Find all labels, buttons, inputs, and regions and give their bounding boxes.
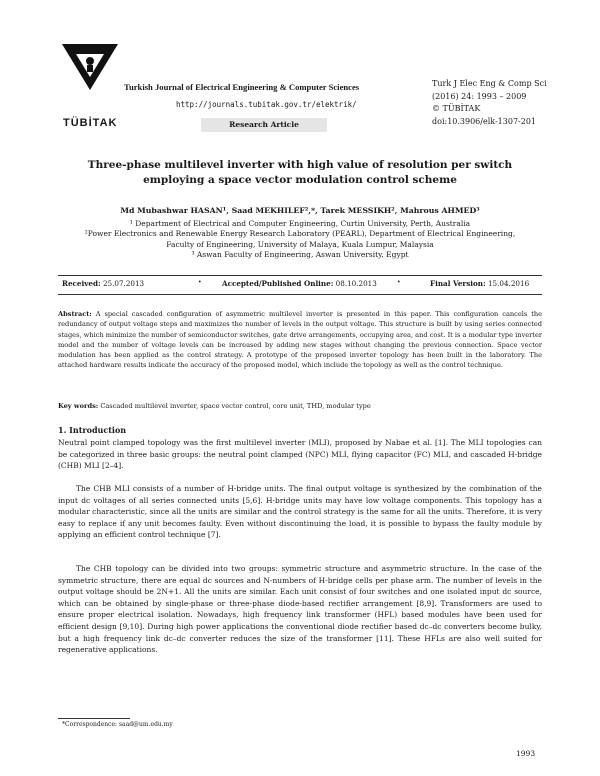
copyright: © TÜBİTAK bbox=[432, 104, 481, 113]
affiliation-1: ¹ Department of Electrical and Computer Engineering, Curtin University, Perth, Australia bbox=[129, 219, 471, 228]
keywords bbox=[58, 402, 542, 410]
section-heading: 1. Introduction bbox=[58, 425, 127, 435]
received-label: Received: bbox=[62, 279, 101, 288]
page-number: 1993 bbox=[516, 749, 536, 758]
intro-paragraph-2: The CHB MLI consists of a number of H-bridge units. The final output voltage is synthesized by the combination of the input dc voltages of all series connected units [5,6]. H-bridge units may have low voltage components. This topology has a modular characteristic, since all the units are similar and the control strategy is the same for all the units. Therefore, it is very easy to replace if any unit becomes faulty. Even without discontinuing the load, it is possible to bypass the faulty module by applying an efficient control technique [7]. bbox=[58, 484, 542, 540]
date-separator-2: • bbox=[397, 279, 401, 286]
journal-url[interactable]: http://journals.tubitak.gov.tr/elektrik/ bbox=[176, 100, 357, 109]
received-date: 25.07.2013 bbox=[102, 279, 145, 288]
author-list: Md Mubashwar HASAN¹, Saad MEKHILEF²,*, Tarek MESSIKH², Mahrous AHMED³ bbox=[120, 206, 480, 215]
paper-title bbox=[40, 158, 560, 188]
citation-line2: (2016) 24: 1993 – 2009 bbox=[432, 91, 527, 101]
keywords-text: Cascaded multilevel inverter, space vector control, core unit, THD, modular type bbox=[100, 402, 371, 410]
affiliation-3: ³ Aswan Faculty of Engineering, Aswan University, Egypt bbox=[191, 249, 409, 259]
title-line1: Three-phase multilevel inverter with high value of resolution per switch bbox=[87, 159, 513, 171]
divider-top bbox=[58, 275, 542, 276]
accepted-label: Accepted/Published Online: bbox=[222, 279, 334, 288]
correspondence-footnote: *Correspondence: saad@um.edu.my bbox=[62, 721, 173, 728]
keywords-label: Key words: bbox=[58, 402, 99, 410]
date-separator-1: • bbox=[198, 279, 202, 286]
affiliation-2b: Faculty of Engineering, University of Malaya, Kuala Lumpur, Malaysia bbox=[166, 239, 434, 249]
logo-text: TÜBİTAK bbox=[63, 117, 118, 129]
abstract-label: Abstract: bbox=[58, 310, 92, 318]
abstract bbox=[58, 309, 542, 371]
final-date: 15.04.2016 bbox=[487, 279, 530, 288]
tubitak-logo bbox=[60, 44, 120, 128]
affiliations bbox=[40, 219, 560, 260]
abstract-text: A special cascaded configuration of asymmetric multilevel inverter is presented in this paper. This configuration cancels the redundancy of output voltage steps and maximizes the number of levels in the output voltage. This structure is built by using series connected stages, which minimize the number of semiconductor switches, gate drive arrangements, occupying area, and cost. It is a modular type inverter model and the number of voltage levels can be increased by adding new stages without changing the previous connection. Space vector modulation has been applied as the control strategy. A prototype of the proposed inverter topology has been built in the laboratory. The attached hardware results indicate the accuracy of the proposed model, which include the topology as well as the control technique. bbox=[58, 310, 542, 370]
final-label: Final Version: bbox=[430, 279, 486, 288]
journal-name: Turkish Journal of Electrical Engineering & Computer Sciences bbox=[124, 82, 360, 92]
title-line2: employing a space vector modulation control scheme bbox=[143, 174, 457, 186]
intro-paragraph-3: The CHB topology can be divided into two groups: symmetric structure and asymmetric structure. In the case of the symmetric structure, there are equal dc sources and N-numbers of H-bridge cells per phase arm. The number of levels in the output voltage should be 2N+1. All the units are similar. Each unit consist of four switches and one isolated input dc source, which can be obtained by single-phase or three-phase diode-based rectifier arrangement [8,9]. Transformers are used to ensure proper electrical isolation. Nowadays, high frequency link transformer (HFL) based modules have been used for efficient design [9,10]. During high power applications the conventional diode rectifier based dc–dc converters become bulky, but a high frequency link dc–dc converter reduces the size of the transformer [11]. These HFLs are also well suited for regenerative applications. bbox=[58, 564, 542, 655]
doi[interactable]: doi:10.3906/elk-1307-201 bbox=[432, 116, 537, 126]
citation-block bbox=[432, 78, 547, 128]
intro-paragraph-1: Neutral point clamped topology was the first multilevel inverter (MLI), proposed by Nabae et al. [1]. The MLI topologies can be categorized in three basic groups: the neutral point clamped (NPC) MLI, flying capacitor (FC) MLI, and cascaded H-bridge (CHB) MLI [2–4]. bbox=[58, 438, 542, 471]
accepted-date: 08.10.2013 bbox=[335, 279, 377, 288]
affiliation-2a: ²Power Electronics and Renewable Energy Research Laboratory (PEARL), Department of Electrical Engineering, bbox=[84, 229, 516, 239]
footnote-rule bbox=[58, 718, 130, 719]
divider-bottom bbox=[58, 294, 542, 295]
citation-line1: Turk J Elec Eng & Comp Sci bbox=[432, 79, 547, 88]
article-type-badge: Research Article bbox=[201, 118, 327, 132]
dates-row bbox=[58, 279, 542, 291]
